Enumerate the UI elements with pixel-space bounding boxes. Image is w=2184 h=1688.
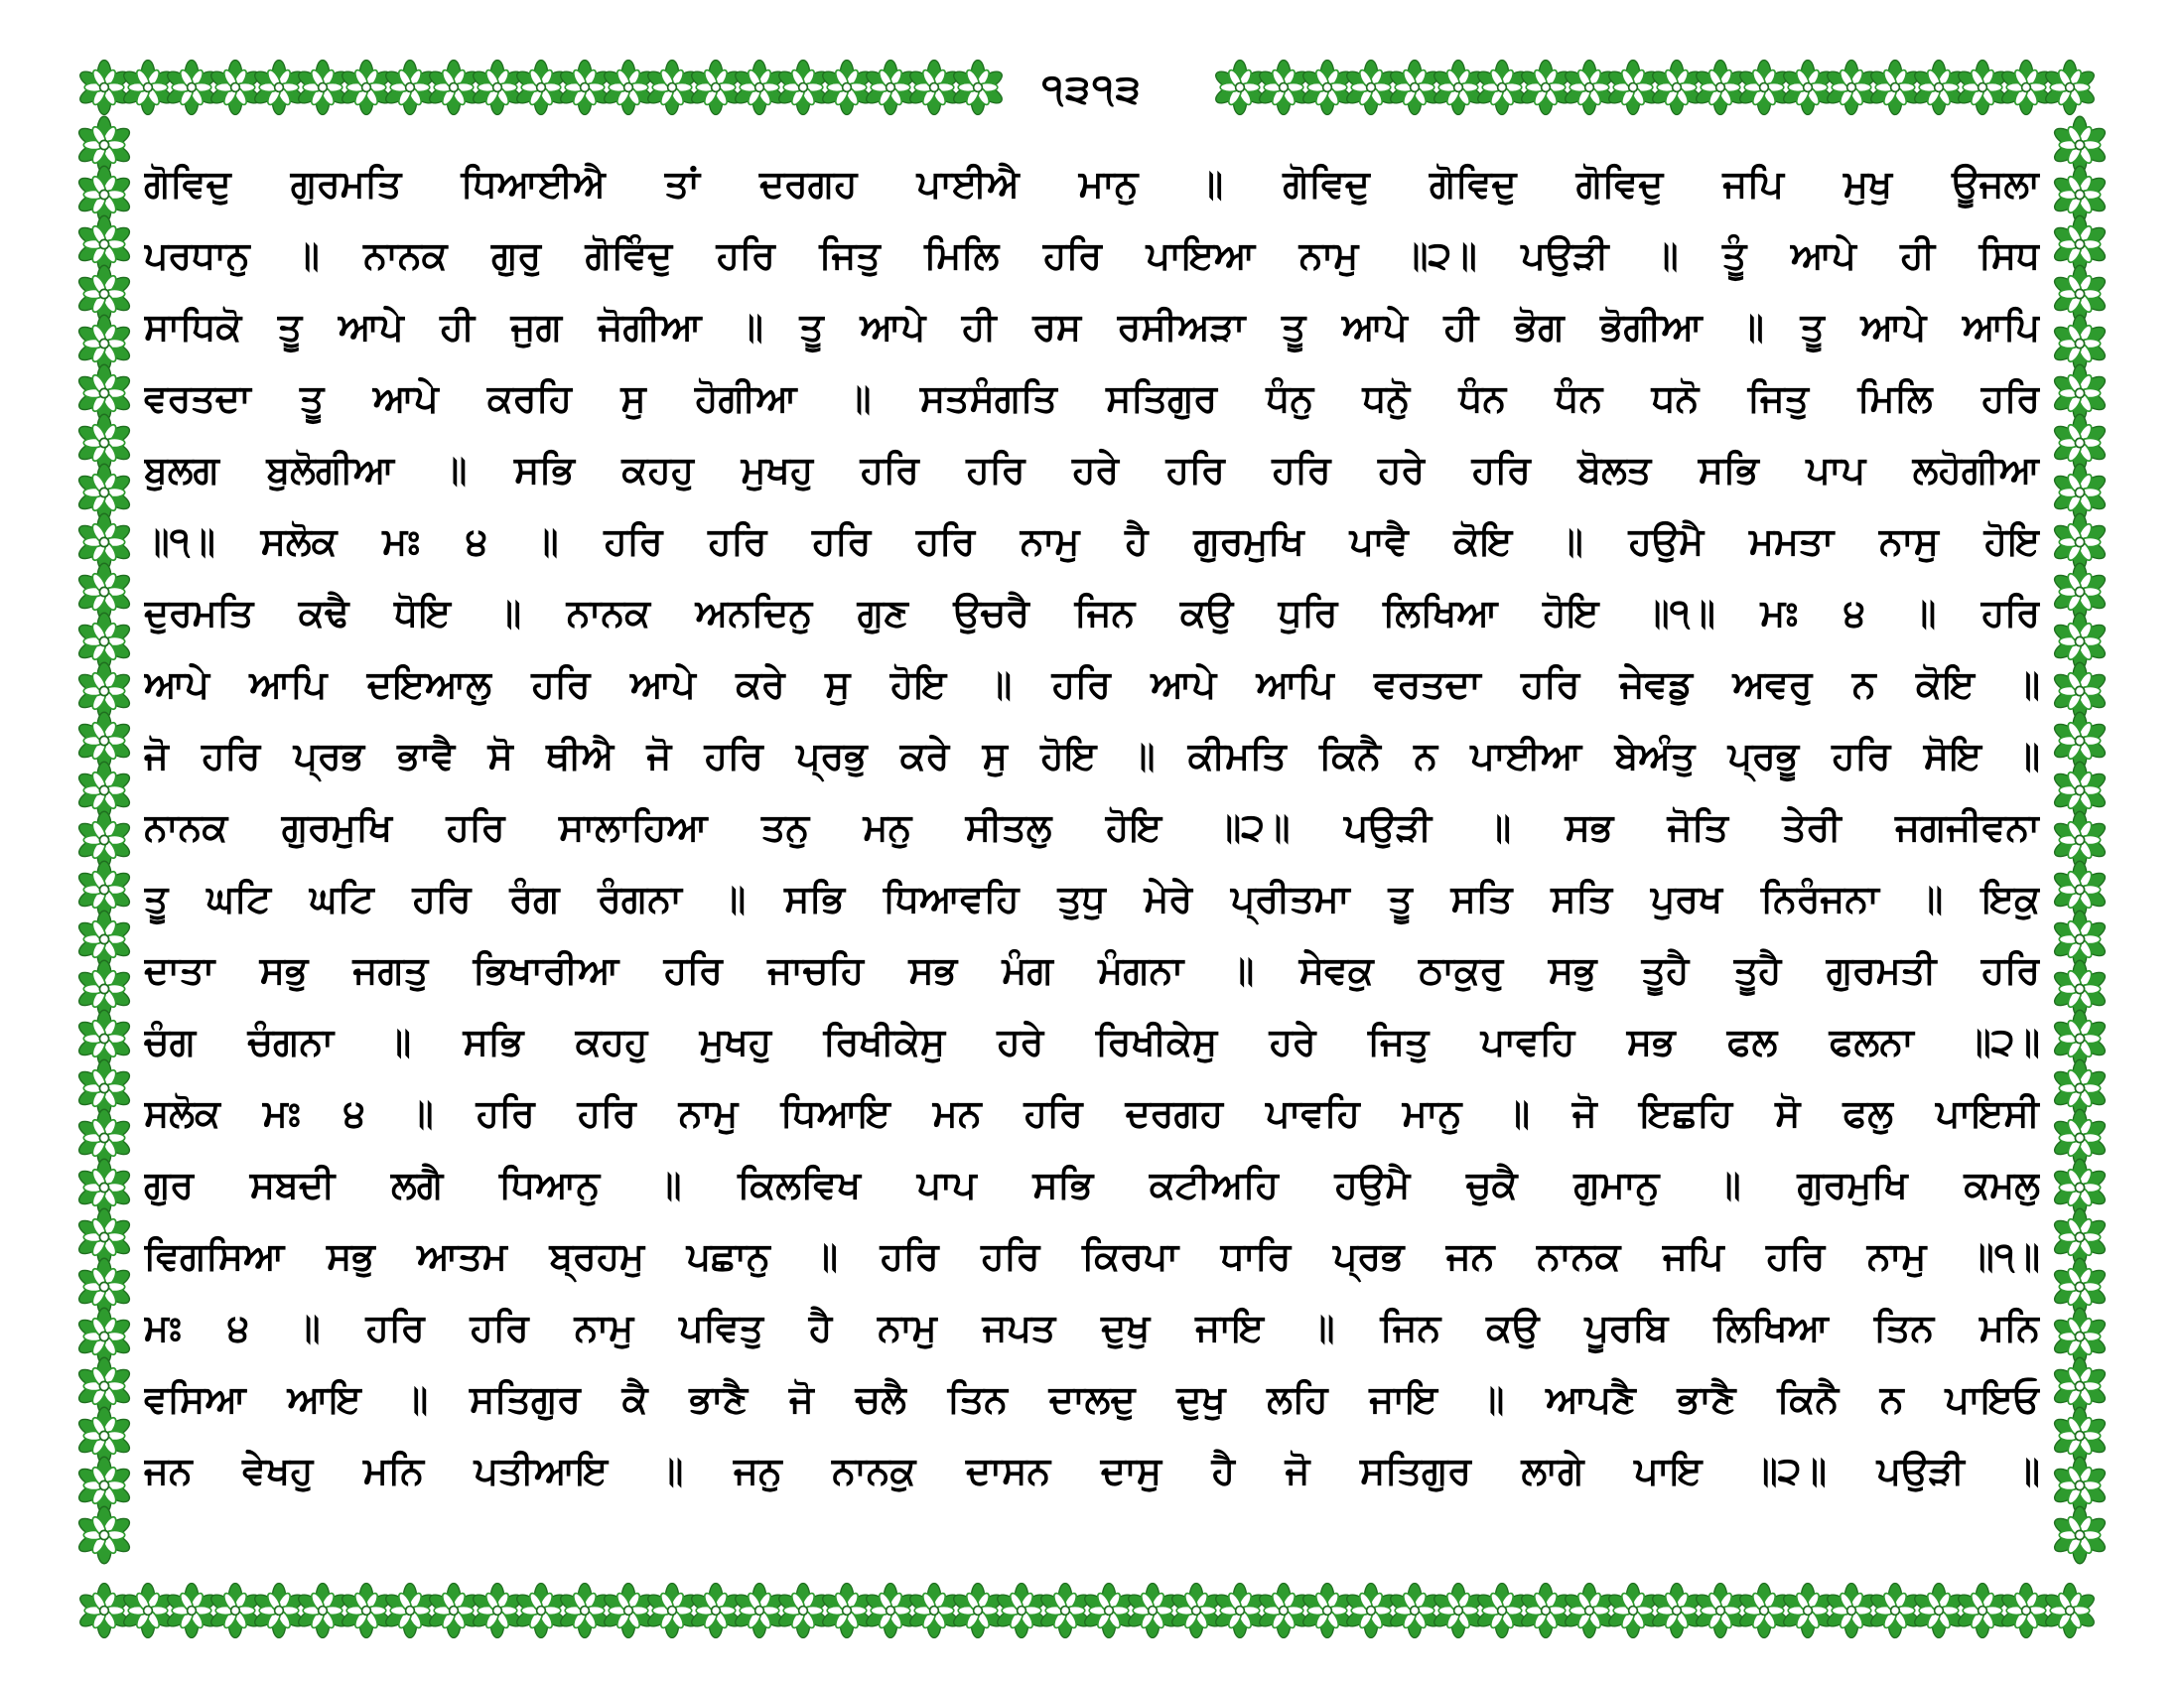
- flower-icon: [1300, 1584, 1354, 1638]
- flower-icon: [1432, 61, 1485, 115]
- flower-icon: [1388, 1584, 1441, 1638]
- flower-icon: [2052, 712, 2109, 770]
- flower-icon: [689, 1584, 743, 1638]
- scripture-text-block: [144, 154, 2040, 1524]
- flower-icon: [471, 61, 524, 115]
- flower-icon: [776, 61, 830, 115]
- text-line: ਵਸਿਆ ਆਇ ॥ ਸਤਿਗੁਰ ਕੈ ਭਾਣੈ ਜੋ ਚਲੈ ਤਿਨ ਦਾਲਦੁ ਦੁਖੁ ਲਹਿ ਜਾਇ ॥ ਆਪਣੈ ਭਾਣੈ ਕਿਨੈ ਨ ਪਾਇਓ: [144, 1377, 2040, 1421]
- flower-icon: [76, 563, 133, 621]
- text-line: ਵਰਤਦਾ ਤੂ ਆਪੇ ਕਰਹਿ ਸੁ ਹੋਗੀਆ ॥ ਸਤਸੰਗਤਿ ਸਤਿਗੁਰ ਧੰਨੁ ਧਨੋੁ ਧੰਨ ਧੰਨ ਧਨੋ ਜਿਤੁ ਮਿਲਿ ਹਰਿ: [144, 376, 2040, 420]
- flower-icon: [1781, 1584, 1835, 1638]
- flower-icon: [1781, 61, 1835, 115]
- flower-icon: [2052, 513, 2109, 571]
- flower-icon: [2052, 1010, 2109, 1067]
- flower-icon: [121, 1584, 175, 1638]
- flower-icon: [165, 1584, 218, 1638]
- flower-icon: [1606, 61, 1660, 115]
- flower-icon: [208, 61, 262, 115]
- page-number-box: [1013, 62, 1171, 117]
- flower-icon: [76, 861, 133, 918]
- flower-icon: [76, 911, 133, 968]
- flower-icon: [76, 1059, 133, 1117]
- flower-icon: [1825, 61, 1878, 115]
- flower-icon: [76, 364, 133, 422]
- flower-icon: [340, 61, 393, 115]
- flower-icon: [1825, 1584, 1878, 1638]
- flower-icon: [252, 1584, 306, 1638]
- flower-icon: [1956, 61, 2009, 115]
- text-line: ਗੁਰ ਸਬਦੀ ਲਗੈ ਧਿਆਨੁ ॥ ਕਿਲਵਿਖ ਪਾਪ ਸਭਿ ਕਟੀਅਹਿ ਹਉਮੈ ਚੁਕੈ ਗੁਮਾਨੁ ॥ ਗੁਰਮੁਖਿ ਕਮਲੁ: [144, 1163, 2040, 1206]
- flower-icon: [2052, 811, 2109, 869]
- flower-icon: [296, 61, 349, 115]
- flower-icon: [1344, 1584, 1398, 1638]
- flower-icon: [121, 61, 175, 115]
- flower-icon: [76, 662, 133, 720]
- flower-icon: [76, 166, 133, 223]
- flower-icon: [76, 215, 133, 273]
- text-line: ਦਾਤਾ ਸਭੁ ਜਗਤੁ ਭਿਖਾਰੀਆ ਹਰਿ ਜਾਚਹਿ ਸਭ ਮੰਗ ਮੰਗਨਾ ॥ ਸੇਵਕੁ ਠਾਕੁਰੁ ਸਭੁ ਤੂਹੈ ਤੂਹੈ ਗੁਰਮਤੀ ਹਰਿ: [144, 948, 2040, 992]
- flower-icon: [1737, 1584, 1791, 1638]
- flower-icon: [951, 61, 1005, 115]
- flower-icon: [1300, 61, 1354, 115]
- text-line: ਦੁਰਮਤਿ ਕਢੈ ਧੋਇ ॥ ਨਾਨਕ ਅਨਦਿਨੁ ਗੁਣ ਉਚਰੈ ਜਿਨ ਕਉ ਧੁਰਿ ਲਿਖਿਆ ਹੋਇ ॥੧॥ ਮਃ ੪ ॥ ਹਰਿ: [144, 591, 2040, 634]
- flower-icon: [558, 1584, 612, 1638]
- flower-icon: [76, 1258, 133, 1316]
- flower-icon: [76, 1208, 133, 1266]
- flower-icon: [1868, 61, 1922, 115]
- flower-icon: [2052, 215, 2109, 273]
- flower-icon: [76, 1457, 133, 1514]
- flower-icon: [558, 61, 612, 115]
- flower-icon: [76, 1308, 133, 1365]
- flower-icon: [514, 61, 568, 115]
- flower-icon: [1475, 1584, 1529, 1638]
- flower-icon: [951, 1584, 1005, 1638]
- flower-icon: [340, 1584, 393, 1638]
- flower-icon: [76, 513, 133, 571]
- flower-icon: [1169, 1584, 1223, 1638]
- flower-icon: [2052, 662, 2109, 720]
- flower-icon: [1956, 1584, 2009, 1638]
- flower-icon: [514, 1584, 568, 1638]
- flower-icon: [76, 1109, 133, 1167]
- flower-icon: [1912, 1584, 1966, 1638]
- flower-icon: [1388, 61, 1441, 115]
- text-line: ਬੁਲਗ ਬੁਲੋਗੀਆ ॥ ਸਭਿ ਕਹਹੁ ਮੁਖਹੁ ਹਰਿ ਹਰਿ ਹਰੇ ਹਰਿ ਹਰਿ ਹਰੇ ਹਰਿ ਬੋਲਤ ਸਭਿ ਪਾਪ ਲਹੋਗੀਆ: [144, 448, 2040, 492]
- flower-icon: [76, 811, 133, 869]
- flower-icon: [2043, 61, 2097, 115]
- flower-icon: [2052, 1159, 2109, 1216]
- flower-icon: [2052, 166, 2109, 223]
- flower-icon: [2052, 861, 2109, 918]
- flower-icon: [2052, 265, 2109, 323]
- flower-icon: [602, 61, 655, 115]
- flower-icon: [1519, 1584, 1572, 1638]
- flower-icon: [995, 1584, 1048, 1638]
- flower-icon: [1126, 1584, 1179, 1638]
- flower-icon: [1213, 61, 1267, 115]
- flower-icon: [2052, 960, 2109, 1018]
- flower-icon: [76, 464, 133, 521]
- flower-icon: [864, 1584, 917, 1638]
- flower-icon: [1868, 1584, 1922, 1638]
- flower-icon: [76, 960, 133, 1018]
- flower-icon: [76, 414, 133, 472]
- flower-icon: [1519, 61, 1572, 115]
- flower-icon: [165, 61, 218, 115]
- text-line: ਤੂ ਘਟਿ ਘਟਿ ਹਰਿ ਰੰਗ ਰੰਗਨਾ ॥ ਸਭਿ ਧਿਆਵਹਿ ਤੁਧੁ ਮੇਰੇ ਪ੍ਰੀਤਮਾ ਤੂ ਸਤਿ ਸਤਿ ਪੁਰਖ ਨਿਰੰਜਨਾ ॥ ਇਕੁ: [144, 877, 2040, 920]
- flower-icon: [689, 61, 743, 115]
- flower-icon: [1912, 61, 1966, 115]
- flower-icon: [1344, 61, 1398, 115]
- flower-icon: [427, 1584, 480, 1638]
- text-line: ਆਪੇ ਆਪਿ ਦਇਆਲੁ ਹਰਿ ਆਪੇ ਕਰੇ ਸੁ ਹੋਇ ॥ ਹਰਿ ਆਪੇ ਆਪਿ ਵਰਤਦਾ ਹਰਿ ਜੇਵਡੁ ਅਵਰੁ ਨ ਕੋਇ ॥: [144, 662, 2040, 706]
- text-line: ਸਾਧਿਕੋ ਤੂ ਆਪੇ ਹੀ ਜੁਗ ਜੋਗੀਆ ॥ ਤੂ ਆਪੇ ਹੀ ਰਸ ਰਸੀਅੜਾ ਤੂ ਆਪੇ ਹੀ ਭੋਗ ਭੋਗੀਆ ॥ ਤੂ ਆਪੇ ਆਪਿ: [144, 305, 2040, 349]
- flower-icon: [1475, 61, 1529, 115]
- flower-icon: [2052, 1109, 2109, 1167]
- flower-icon: [1606, 1584, 1660, 1638]
- text-line: ਨਾਨਕ ਗੁਰਮੁਖਿ ਹਰਿ ਸਾਲਾਹਿਆ ਤਨੁ ਮਨੁ ਸੀਤਲੁ ਹੋਇ ॥੨॥ ਪਉੜੀ ॥ ਸਭ ਜੋਤਿ ਤੇਰੀ ਜਗਜੀਵਨਾ: [144, 805, 2040, 849]
- flower-icon: [383, 61, 437, 115]
- flower-icon: [427, 61, 480, 115]
- flower-icon: [776, 1584, 830, 1638]
- flower-icon: [471, 1584, 524, 1638]
- flower-icon: [76, 712, 133, 770]
- flower-icon: [2052, 1407, 2109, 1465]
- flower-icon: [2052, 364, 2109, 422]
- flower-icon: [2052, 911, 2109, 968]
- flower-icon: [1650, 1584, 1704, 1638]
- flower-icon: [1650, 61, 1704, 115]
- flower-icon: [76, 1357, 133, 1415]
- flower-icon: [2052, 1506, 2109, 1564]
- flower-icon: [76, 1506, 133, 1564]
- flower-icon: [1999, 1584, 2053, 1638]
- flower-icon: [2052, 1357, 2109, 1415]
- flower-icon: [2052, 414, 2109, 472]
- flower-icon: [77, 61, 131, 115]
- flower-icon: [2052, 1208, 2109, 1266]
- flower-icon: [2052, 1258, 2109, 1316]
- flower-icon: [383, 1584, 437, 1638]
- flower-icon: [2052, 762, 2109, 819]
- flower-icon: [1432, 1584, 1485, 1638]
- flower-icon: [1694, 1584, 1747, 1638]
- flower-icon: [1563, 61, 1616, 115]
- text-line: ਮਃ ੪ ॥ ਹਰਿ ਹਰਿ ਨਾਮੁ ਪਵਿਤੁ ਹੈ ਨਾਮੁ ਜਪਤ ਦੁਖੁ ਜਾਇ ॥ ਜਿਨ ਕਉ ਪੂਰਬਿ ਲਿਖਿਆ ਤਿਨ ਮਨਿ: [144, 1306, 2040, 1349]
- flower-icon: [1082, 1584, 1136, 1638]
- flower-icon: [602, 1584, 655, 1638]
- flower-icon: [2052, 563, 2109, 621]
- page-number: ੧੩੧੩: [1041, 67, 1143, 112]
- flower-icon: [820, 61, 874, 115]
- text-line: ਜਨ ਵੇਖਹੁ ਮਨਿ ਪਤੀਆਇ ॥ ਜਨੁ ਨਾਨਕੁ ਦਾਸਨ ਦਾਸੁ ਹੈ ਜੋ ਸਤਿਗੁਰ ਲਾਗੇ ਪਾਇ ॥੨॥ ਪਉੜੀ ॥: [144, 1449, 2040, 1492]
- flower-icon: [864, 61, 917, 115]
- flower-icon: [733, 61, 786, 115]
- flower-icon: [645, 1584, 699, 1638]
- flower-icon: [1038, 1584, 1092, 1638]
- text-line: ॥੧॥ ਸਲੋਕ ਮਃ ੪ ॥ ਹਰਿ ਹਰਿ ਹਰਿ ਹਰਿ ਨਾਮੁ ਹੈ ਗੁਰਮੁਖਿ ਪਾਵੈ ਕੋਇ ॥ ਹਉਮੈ ਮਮਤਾ ਨਾਸੁ ਹੋਇ: [144, 519, 2040, 563]
- flower-icon: [1999, 61, 2053, 115]
- flower-icon: [76, 613, 133, 670]
- text-line: ਵਿਗਸਿਆ ਸਭੁ ਆਤਮ ਬ੍ਰਹਮੁ ਪਛਾਨੁ ॥ ਹਰਿ ਹਰਿ ਕਿਰਪਾ ਧਾਰਿ ਪ੍ਰਭ ਜਨ ਨਾਨਕ ਜਪਿ ਹਰਿ ਨਾਮੁ ॥੧॥: [144, 1234, 2040, 1278]
- flower-icon: [907, 61, 961, 115]
- text-line: ਜੋ ਹਰਿ ਪ੍ਰਭ ਭਾਵੈ ਸੋ ਥੀਐ ਜੋ ਹਰਿ ਪ੍ਰਭੁ ਕਰੇ ਸੁ ਹੋਇ ॥ ਕੀਮਤਿ ਕਿਨੈ ਨ ਪਾਈਆ ਬੇਅੰਤੁ ਪ੍ਰਭੂ ਹਰਿ ਸੋਇ ॥: [144, 734, 2040, 777]
- flower-icon: [208, 1584, 262, 1638]
- flower-icon: [1257, 61, 1310, 115]
- flower-icon: [1213, 1584, 1267, 1638]
- flower-icon: [733, 1584, 786, 1638]
- flower-icon: [1563, 1584, 1616, 1638]
- flower-icon: [76, 265, 133, 323]
- flower-icon: [77, 1584, 131, 1638]
- flower-icon: [2052, 1457, 2109, 1514]
- text-line: ਚੰਗ ਚੰਗਨਾ ॥ ਸਭਿ ਕਹਹੁ ਮੁਖਹੁ ਰਿਖੀਕੇਸੁ ਹਰੇ ਰਿਖੀਕੇਸੁ ਹਰੇ ਜਿਤੁ ਪਾਵਹਿ ਸਭ ਫਲ ਫਲਨਾ ॥੨॥: [144, 1020, 2040, 1063]
- flower-icon: [1694, 61, 1747, 115]
- flower-icon: [76, 762, 133, 819]
- flower-icon: [76, 1010, 133, 1067]
- flower-icon: [1257, 1584, 1310, 1638]
- flower-icon: [2052, 116, 2109, 174]
- text-line: ਗੋਵਿਦੁ ਗੁਰਮਤਿ ਧਿਆਈਐ ਤਾਂ ਦਰਗਹ ਪਾਈਐ ਮਾਨੁ ॥ ਗੋਵਿਦੁ ਗੋਵਿਦੁ ਗੋਵਿਦੁ ਜਪਿ ਮੁਖੁ ਊਜਲਾ: [144, 162, 2040, 206]
- flower-icon: [645, 61, 699, 115]
- flower-icon: [1737, 61, 1791, 115]
- text-line: ਪਰਧਾਨੁ ॥ ਨਾਨਕ ਗੁਰੁ ਗੋਵਿੰਦੁ ਹਰਿ ਜਿਤੁ ਮਿਲਿ ਹਰਿ ਪਾਇਆ ਨਾਮੁ ॥੨॥ ਪਉੜੀ ॥ ਤੂੰ ਆਪੇ ਹੀ ਸਿਧ: [144, 233, 2040, 277]
- flower-icon: [907, 1584, 961, 1638]
- flower-icon: [2052, 464, 2109, 521]
- flower-icon: [76, 116, 133, 174]
- flower-icon: [76, 1407, 133, 1465]
- flower-icon: [2052, 315, 2109, 372]
- flower-icon: [820, 1584, 874, 1638]
- flower-icon: [76, 1159, 133, 1216]
- flower-icon: [2052, 613, 2109, 670]
- flower-icon: [2052, 1308, 2109, 1365]
- text-line: ਸਲੋਕ ਮਃ ੪ ॥ ਹਰਿ ਹਰਿ ਨਾਮੁ ਧਿਆਇ ਮਨ ਹਰਿ ਦਰਗਹ ਪਾਵਹਿ ਮਾਨੁ ॥ ਜੋ ਇਛਹਿ ਸੋ ਫਲੁ ਪਾਇਸੀ: [144, 1091, 2040, 1135]
- flower-icon: [252, 61, 306, 115]
- flower-icon: [76, 315, 133, 372]
- flower-icon: [2043, 1584, 2097, 1638]
- flower-icon: [296, 1584, 349, 1638]
- flower-icon: [2052, 1059, 2109, 1117]
